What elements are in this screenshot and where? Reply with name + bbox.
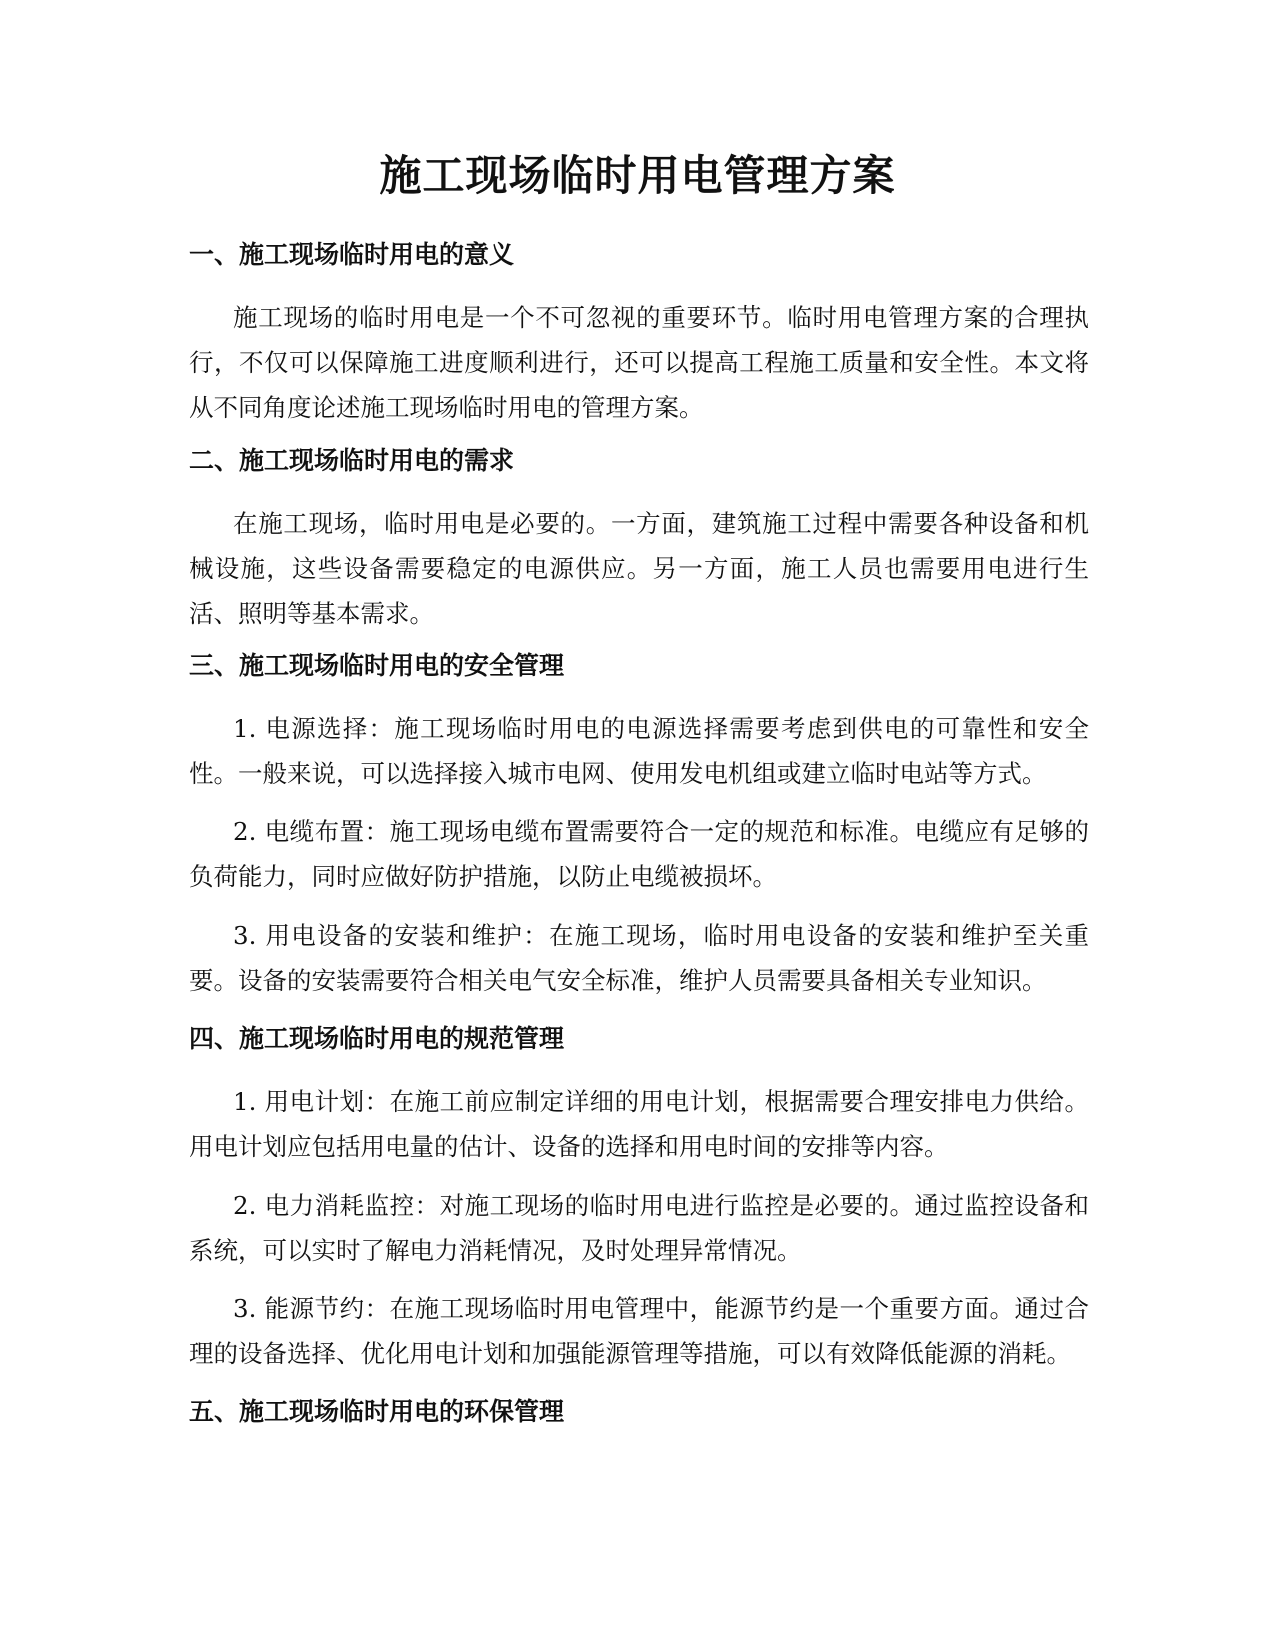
section-1-heading: 一、施工现场临时用电的意义 xyxy=(189,240,515,269)
section-2-paragraph-1: 在施工现场，临时用电是必要的。一方面，建筑施工过程中需要各种设备和机械设施，这些设备需要稳定的电源供应。另一方面，施工人员也需要用电进行生活、照明等基本需求。 xyxy=(189,509,1089,628)
section-3-heading: 三、施工现场临时用电的安全管理 xyxy=(189,651,565,680)
section-3-paragraph-3: 3. 用电设备的安装和维护：在施工现场，临时用电设备的安装和维护至关重要。设备的安装需要符合相关电气安全标准，维护人员需要具备相关专业知识。 xyxy=(189,921,1089,995)
section-3-paragraph-2: 2. 电缆布置：施工现场电缆布置需要符合一定的规范和标准。电缆应有足够的负荷能力，同时应做好防护措施，以防止电缆被损坏。 xyxy=(189,817,1089,891)
section-3-paragraph-1: 1. 电源选择：施工现场临时用电的电源选择需要考虑到供电的可靠性和安全性。一般来说，可以选择接入城市电网、使用发电机组或建立临时电站等方式。 xyxy=(189,714,1089,788)
section-1-paragraph-1: 施工现场的临时用电是一个不可忽视的重要环节。临时用电管理方案的合理执行，不仅可以保障施工进度顺利进行，还可以提高工程施工质量和安全性。本文将从不同角度论述施工现场临时用电的管理方案。 xyxy=(189,303,1089,422)
section-5-heading: 五、施工现场临时用电的环保管理 xyxy=(189,1397,565,1426)
section-4-paragraph-2: 2. 电力消耗监控：对施工现场的临时用电进行监控是必要的。通过监控设备和系统，可以实时了解电力消耗情况，及时处理异常情况。 xyxy=(189,1191,1089,1265)
document-title: 施工现场临时用电管理方案 xyxy=(379,151,896,200)
section-4-paragraph-3: 3. 能源节约：在施工现场临时用电管理中，能源节约是一个重要方面。通过合理的设备选择、优化用电计划和加强能源管理等措施，可以有效降低能源的消耗。 xyxy=(189,1294,1089,1368)
section-2-heading: 二、施工现场临时用电的需求 xyxy=(189,446,515,475)
section-4-paragraph-1: 1. 用电计划：在施工前应制定详细的用电计划，根据需要合理安排电力供给。用电计划应包括用电量的估计、设备的选择和用电时间的安排等内容。 xyxy=(189,1087,1089,1161)
section-4-heading: 四、施工现场临时用电的规范管理 xyxy=(189,1024,565,1053)
